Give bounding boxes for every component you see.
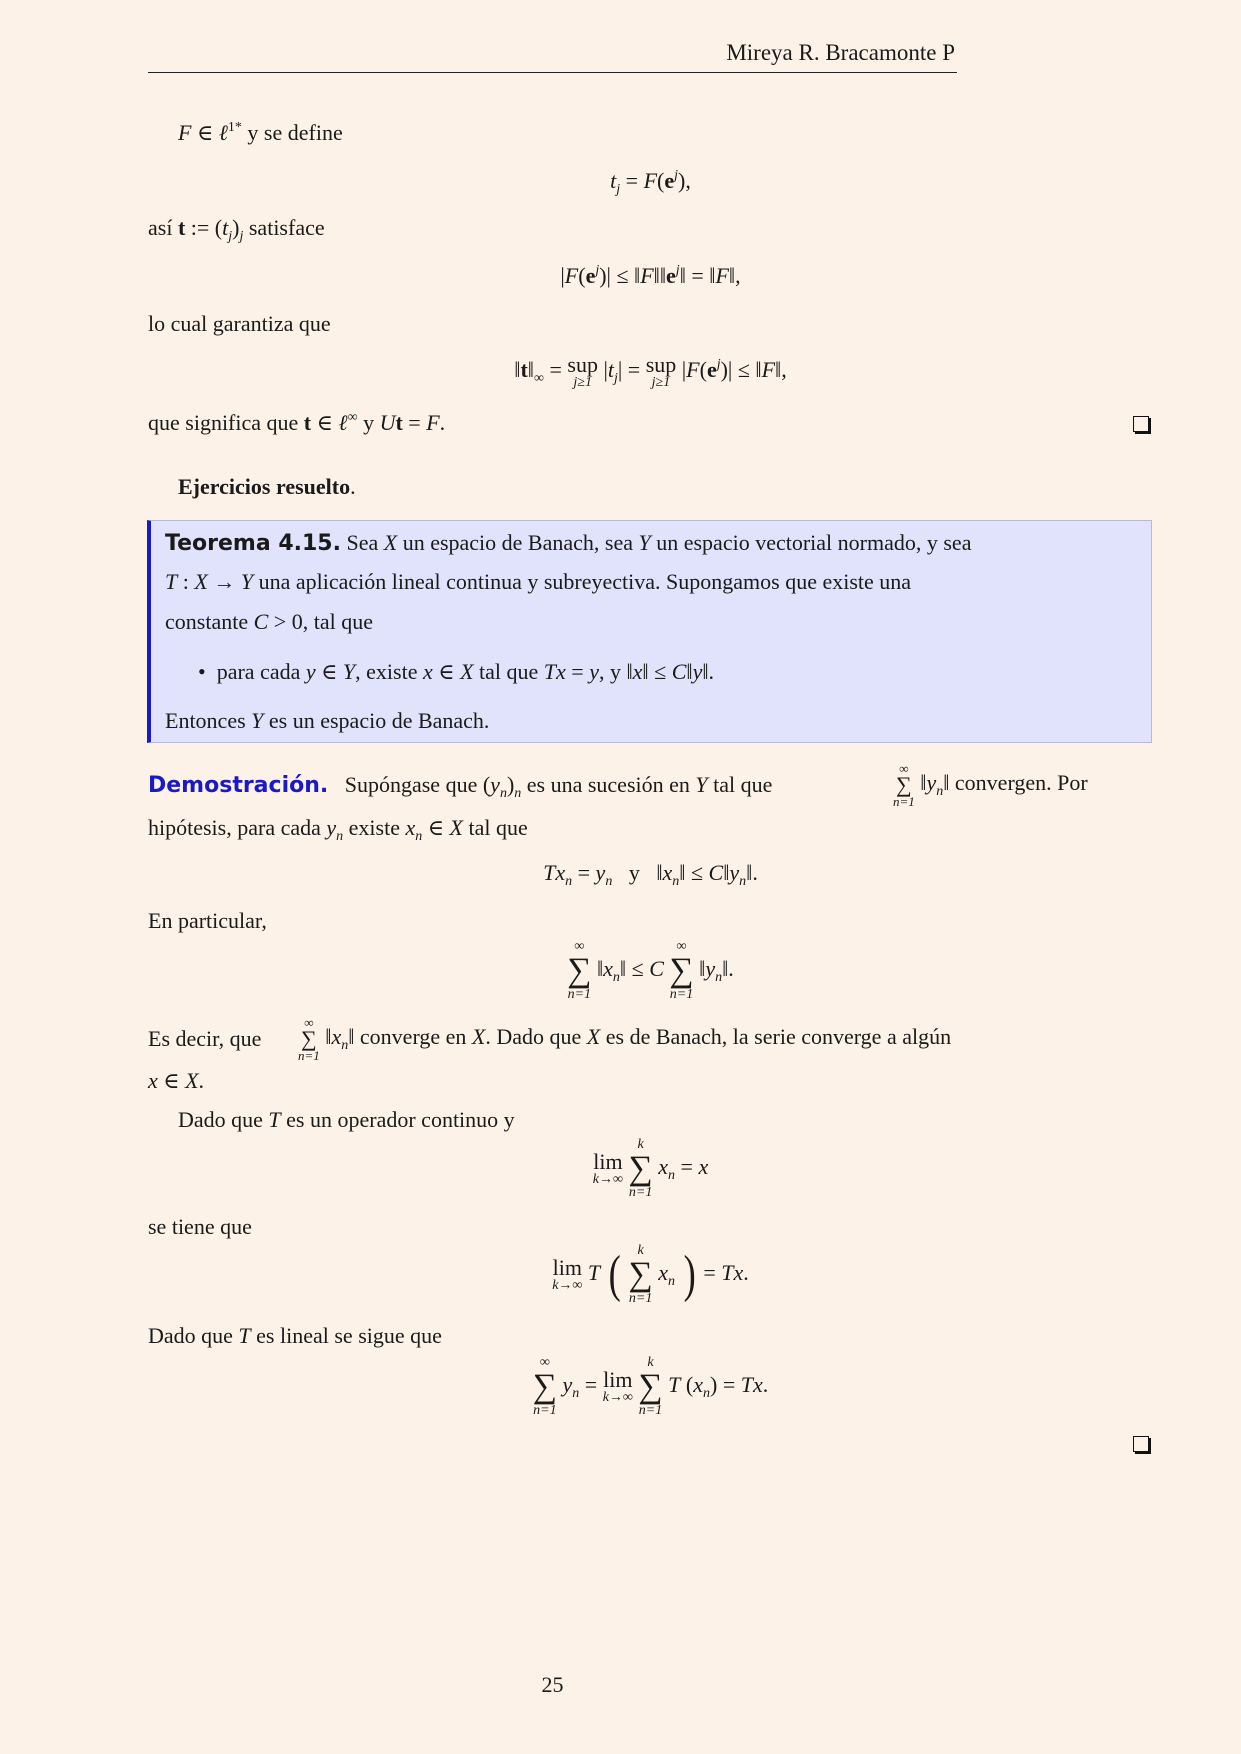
text: , y [598, 659, 621, 684]
text: es de Banach, la serie converge a algún [605, 1024, 952, 1050]
text: es un espacio de Banach. [268, 708, 490, 733]
equation-final: ∞ ∑ n=1 $y_n$ = lim k→∞ k ∑ n=1 T $(x_n) = Tx$. [532, 1355, 769, 1418]
proof-line: x ∈ X. [148, 1068, 205, 1093]
text: Sea [346, 530, 379, 555]
text: es lineal se sigue que [256, 1323, 442, 1348]
text: que significa que [148, 410, 299, 435]
heading-text: Ejercicios resuelto [178, 474, 351, 499]
proof-line [148, 1214, 252, 1240]
text: . Dado que [485, 1024, 582, 1050]
text: y [628, 860, 640, 885]
inline-sum: ∞ ∑ n=1 $‖x_n‖$ converge en X. Dado que X es de Banach, la serie converge a algún [298, 1015, 952, 1063]
equation-sup: $‖t‖_\infty$ = sup j≥1 $|t_j|$ = sup j≥1 $|F(e^j)|$ ≤ ‖F‖, [514, 352, 787, 390]
equation-sum-bound: ∞ ∑ n=1 $‖x_n‖ \le C$ ∞ ∑ n=1 $‖y_n‖$. [567, 939, 734, 1002]
text: satisface [248, 215, 325, 240]
theorem-line: Teorema 4.15. Sea X un espacio de Banach, sea Y un espacio vectorial normado, y sea [165, 530, 972, 556]
text: para cada [216, 659, 301, 684]
text: un espacio de Banach, sea [402, 530, 633, 555]
text: tal que [479, 659, 539, 684]
theorem-line: Entonces Y es un espacio de Banach. [165, 708, 490, 733]
text: constante [165, 609, 249, 634]
proof-line [148, 908, 267, 934]
text: un espacio vectorial normado, y sea [656, 530, 972, 555]
text: En particular, [148, 908, 267, 933]
equation-limit: lim k→∞ k ∑ n=1 $x_n = x$ [592, 1137, 709, 1200]
text: converge en [359, 1024, 467, 1050]
proof-line: Dado que T es un operador continuo y [178, 1107, 515, 1132]
theorem-bullet: • para cada y ∈ Y, existe x ∈ X tal que Tx = y, y ‖x‖ ≤ C‖y‖. [198, 659, 715, 684]
text-line: F ∈ ℓ$^{1*}$ y se define [178, 120, 343, 145]
page-number: 25 [541, 1672, 564, 1697]
text: , existe [355, 659, 418, 684]
equation-tj: $t_j = F(e^j)$, [610, 168, 691, 197]
equation-txn: $Tx_n = y_n$ y $‖x_n‖$ ≤ $C‖y_n‖$. [543, 860, 758, 889]
text: lo cual garantiza que [148, 311, 331, 336]
text: Supóngase que [344, 772, 478, 797]
qed-square [1133, 1436, 1149, 1452]
proof-line: Demostración. Supóngase que $(y_n)_n$ es una sucesión en Y tal que [148, 772, 773, 801]
text: , tal que [302, 609, 373, 634]
text: convergen. Por [954, 770, 1088, 796]
text: tal que [468, 815, 528, 840]
theorem-line: T : X → Y una aplicación lineal continua y subreyectiva. Supongamos que existe una [165, 569, 912, 594]
proof-line [148, 1026, 261, 1052]
theorem-line: constante C > 0, tal que [165, 609, 373, 634]
text-line: así t := $(t_j)_j$ satisface [148, 215, 325, 244]
text: se tiene que [148, 1214, 252, 1239]
proof-line: hipótesis, para cada $y_n$ existe $x_n$ ∈ X tal que [148, 815, 528, 844]
text: existe [348, 815, 400, 840]
text: una aplicación lineal continua y subreyectiva. Supongamos que existe una [258, 569, 912, 594]
inline-sum: ∞ ∑ n=1 $‖y_n‖$ convergen. Por [893, 761, 1088, 809]
text: así [148, 215, 173, 240]
proof-line: Dado que T es lineal se sigue que [148, 1323, 442, 1348]
section-heading [178, 474, 356, 500]
text: Dado que [178, 1107, 263, 1132]
text: es una sucesión en [526, 772, 690, 797]
equation-bound: $|F(e^j)|$ ≤ $‖F‖‖e^j‖$ = ‖F‖, [560, 263, 741, 288]
proof-label: Demostración. [148, 773, 329, 798]
text-line [148, 311, 331, 337]
text: Entonces [165, 708, 246, 733]
text-line: que significa que t ∈ ℓ∞ y Ut = F. [148, 410, 446, 435]
text: Dado que [148, 1323, 233, 1348]
text: hipótesis, para cada [148, 815, 321, 840]
equation-limit-T: lim k→∞ T ( k ∑ n=1 $x_n$ ) = Tx. [552, 1243, 749, 1306]
text: Es decir, que [148, 1026, 262, 1051]
text: y [363, 410, 375, 435]
text: es un operador continuo y [286, 1107, 515, 1132]
theorem-label: Teorema 4.15. [165, 531, 341, 556]
running-header [148, 36, 957, 73]
text: tal que [713, 772, 773, 797]
text: y se define [247, 120, 343, 145]
qed-square [1133, 416, 1149, 432]
text: . [350, 474, 356, 499]
header-author: Mireya R. Bracamonte P [726, 40, 955, 65]
